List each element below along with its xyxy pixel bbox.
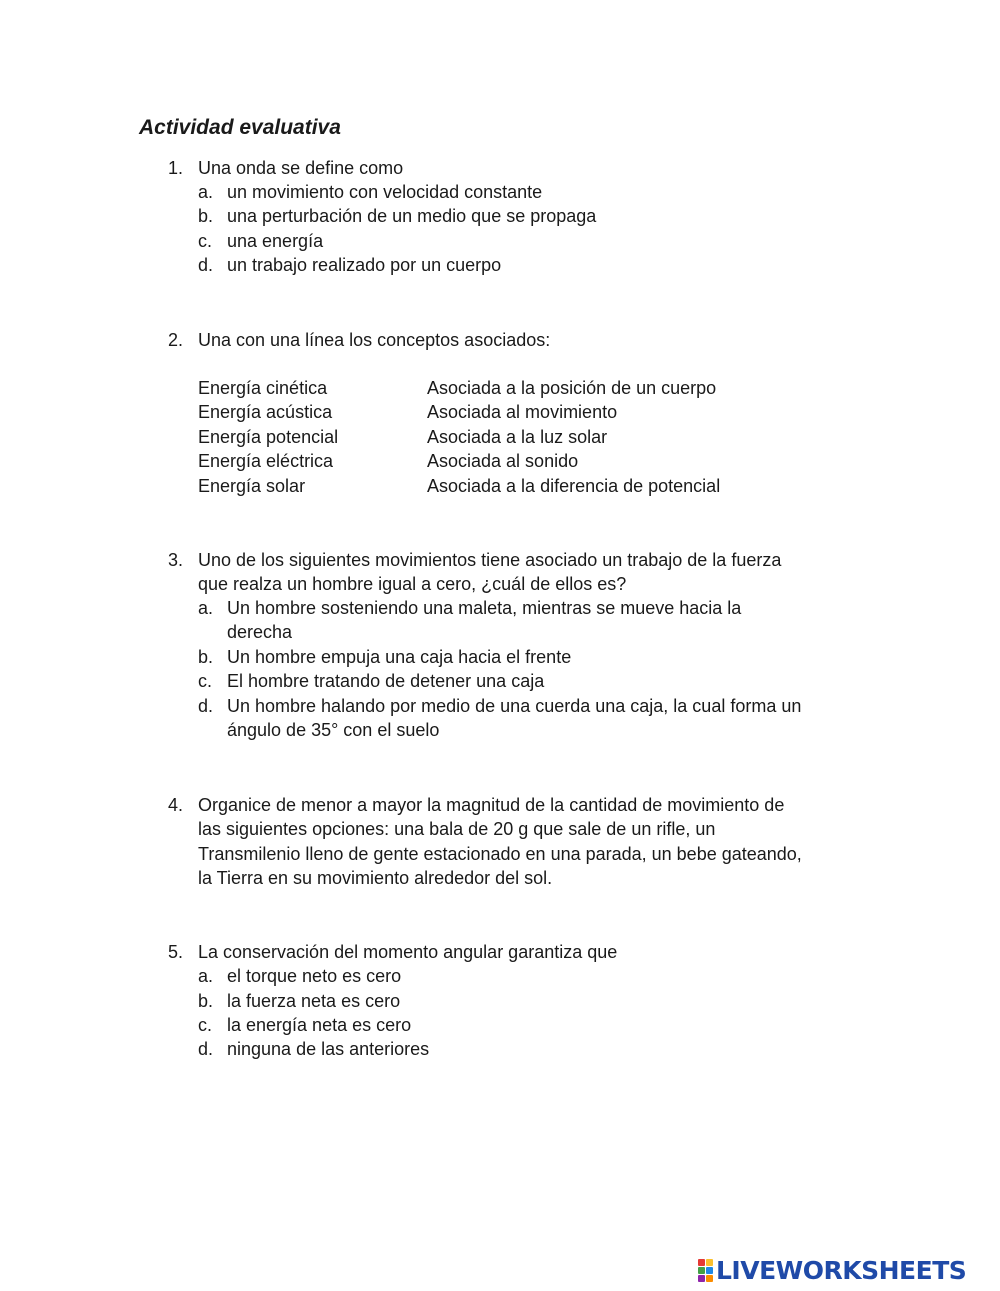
option-text: Un hombre empuja una caja hacia el frente bbox=[227, 647, 572, 667]
question-number: 1. bbox=[168, 158, 184, 178]
question-text: Transmilenio lleno de gente estacionado en una parada, un bebe gateando, bbox=[198, 844, 802, 864]
concept-right: Asociada a la luz solar bbox=[427, 427, 608, 447]
option-text: un movimiento con velocidad constante bbox=[227, 182, 543, 202]
concept-right: Asociada al movimiento bbox=[427, 402, 618, 422]
question-text: Una con una línea los conceptos asociados: bbox=[198, 330, 551, 350]
option-text: ninguna de las anteriores bbox=[227, 1039, 430, 1059]
option-text: el torque neto es cero bbox=[227, 966, 402, 986]
option-letter: b. bbox=[198, 647, 214, 667]
option-letter: b. bbox=[198, 206, 214, 226]
option-text: El hombre tratando de detener una caja bbox=[227, 671, 545, 691]
option-letter: c. bbox=[198, 1015, 213, 1035]
option-letter: d. bbox=[198, 696, 214, 716]
option-text: un trabajo realizado por un cuerpo bbox=[227, 255, 502, 275]
option-text: la fuerza neta es cero bbox=[227, 991, 401, 1011]
question-text: Organice de menor a mayor la magnitud de la cantidad de movimiento de bbox=[198, 795, 785, 815]
concept-left: Energía eléctrica bbox=[198, 451, 334, 471]
concept-left: Energía acústica bbox=[198, 402, 333, 422]
question-text: La conservación del momento angular garantiza que bbox=[198, 942, 618, 962]
option-letter: c. bbox=[198, 231, 213, 251]
logo-text: LIVEWORKSHEETS bbox=[716, 1255, 967, 1285]
question-number: 5. bbox=[168, 942, 184, 962]
option-text: ángulo de 35° con el suelo bbox=[227, 720, 440, 740]
option-text: derecha bbox=[227, 622, 293, 642]
liveworksheets-logo[interactable] bbox=[698, 1256, 966, 1284]
question-text: las siguientes opciones: una bala de 20 g que sale de un rifle, un bbox=[198, 819, 716, 839]
question-number: 4. bbox=[168, 795, 184, 815]
concept-right: Asociada a la diferencia de potencial bbox=[427, 476, 721, 496]
concept-right: Asociada a la posición de un cuerpo bbox=[427, 378, 717, 398]
question-text: que realza un hombre igual a cero, ¿cuál de ellos es? bbox=[198, 574, 627, 594]
option-letter: a. bbox=[198, 598, 214, 618]
option-letter: d. bbox=[198, 1039, 214, 1059]
logo-blocks-icon bbox=[698, 1259, 713, 1282]
question-text: Una onda se define como bbox=[198, 158, 404, 178]
option-text: una perturbación de un medio que se propaga bbox=[227, 206, 597, 226]
concept-left: Energía solar bbox=[198, 476, 306, 496]
option-text: Un hombre sosteniendo una maleta, mientras se mueve hacia la bbox=[227, 598, 742, 618]
concept-left: Energía cinética bbox=[198, 378, 328, 398]
option-text: la energía neta es cero bbox=[227, 1015, 412, 1035]
question-text: Uno de los siguientes movimientos tiene asociado un trabajo de la fuerza bbox=[198, 550, 782, 570]
question-text: la Tierra en su movimiento alrededor del sol. bbox=[198, 868, 553, 888]
concept-left: Energía potencial bbox=[198, 427, 339, 447]
option-letter: a. bbox=[198, 182, 214, 202]
option-text: una energía bbox=[227, 231, 324, 251]
question-number: 2. bbox=[168, 330, 184, 350]
option-text: Un hombre halando por medio de una cuerda una caja, la cual forma un bbox=[227, 696, 802, 716]
option-letter: d. bbox=[198, 255, 214, 275]
concept-right: Asociada al sonido bbox=[427, 451, 579, 471]
option-letter: a. bbox=[198, 966, 214, 986]
option-letter: c. bbox=[198, 671, 213, 691]
page-title: Actividad evaluativa bbox=[139, 116, 341, 139]
question-number: 3. bbox=[168, 550, 184, 570]
option-letter: b. bbox=[198, 991, 214, 1011]
